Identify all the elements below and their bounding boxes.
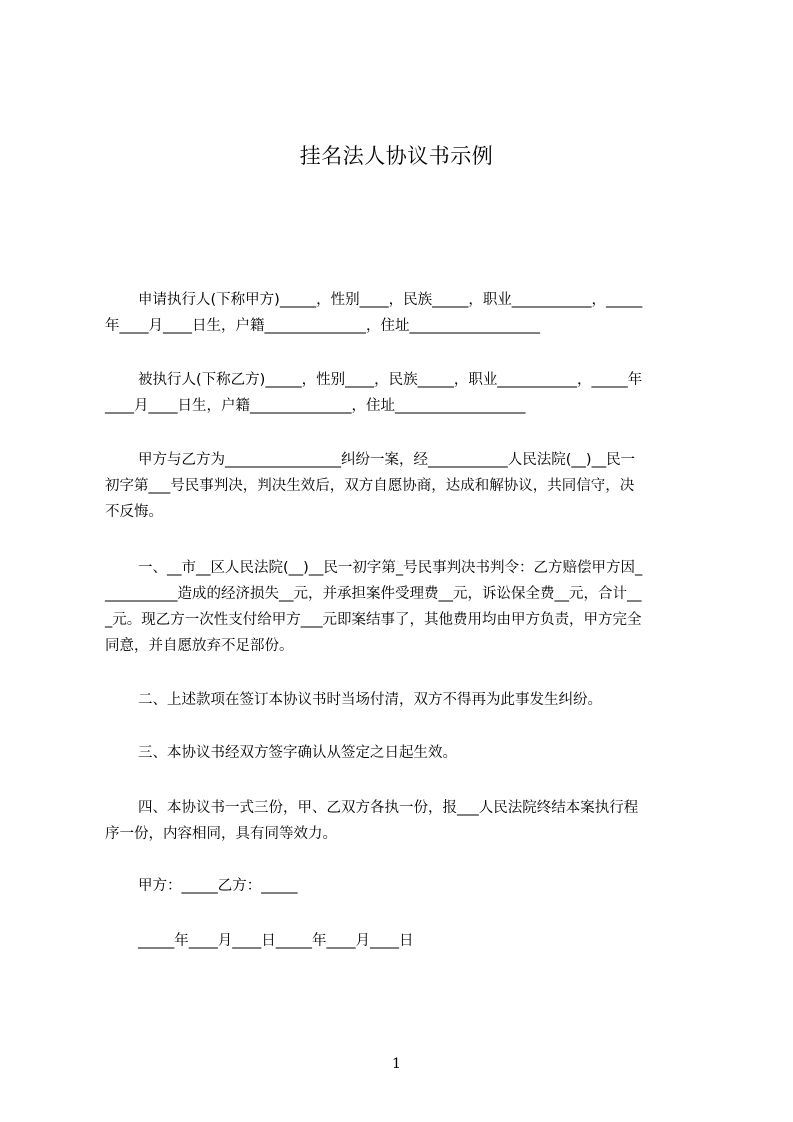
clause-4-line-1: 四、本协议书一式三份，甲、乙双方各执一份，报___人民法院终结本案执行程 bbox=[138, 800, 639, 816]
case-paragraph bbox=[105, 447, 701, 525]
clause-3-line-1: 三、本协议书经双方签字确认从签定之日起生效。 bbox=[138, 745, 457, 761]
case-line-2: 初字第___号民事判决，判决生效后，双方自愿协商，达成和解协议，共同信守，决 bbox=[105, 478, 635, 494]
clause-1-line-3: _元。现乙方一次性支付给甲方___元即案结事了，其他费用均由甲方负责，甲方完全 bbox=[105, 612, 642, 628]
applicant-line-1: 申请执行人(下称甲方)_____，性别____，民族_____，职业___________，_____ bbox=[138, 292, 643, 308]
clause-3-paragraph bbox=[105, 740, 701, 766]
applicant-line-2: 年____月____日生，户籍______________，住址__________________ bbox=[105, 318, 540, 334]
clause-1-paragraph bbox=[105, 555, 701, 659]
clause-1-line-2: __________造成的经济损失__元，并承担案件受理费__元，诉讼保全费__元，合计__ bbox=[105, 586, 642, 602]
date-line: _____年____月____日_____年____月____日 bbox=[138, 933, 414, 949]
case-line-3: 不反悔。 bbox=[105, 504, 163, 520]
clause-2-paragraph bbox=[105, 687, 701, 713]
clause-1-line-4: 同意，并自愿放弃不足部份。 bbox=[105, 638, 294, 654]
clause-4-paragraph bbox=[105, 795, 701, 847]
page-number: 1 bbox=[392, 1056, 401, 1072]
signature-paragraph bbox=[105, 873, 701, 899]
respondent-line-2: ____月____日生，户籍______________，住址__________________ bbox=[105, 398, 526, 414]
respondent-line-1: 被执行人(下称乙方)_____，性别____，民族_____，职业___________，_____年 bbox=[138, 372, 643, 388]
respondent-paragraph bbox=[105, 367, 701, 419]
applicant-paragraph bbox=[105, 287, 701, 339]
clause-2-line-1: 二、上述款项在签订本协议书时当场付清，双方不得再为此事发生纠纷。 bbox=[138, 692, 602, 708]
clause-1-line-1: 一、__市__区人民法院(__)__民一初字第_号民事判决书判令：乙方赔偿甲方因_ bbox=[138, 560, 643, 576]
signature-line: 甲方：_____乙方：_____ bbox=[138, 878, 298, 894]
case-line-1: 甲方与乙方为________________纠纷一案，经___________人民法院(__)__民一 bbox=[138, 452, 636, 468]
document-title: 挂名法人协议书示例 bbox=[299, 144, 494, 168]
clause-4-line-2: 序一份，内容相同，具有同等效力。 bbox=[105, 826, 337, 842]
date-paragraph bbox=[105, 928, 701, 954]
